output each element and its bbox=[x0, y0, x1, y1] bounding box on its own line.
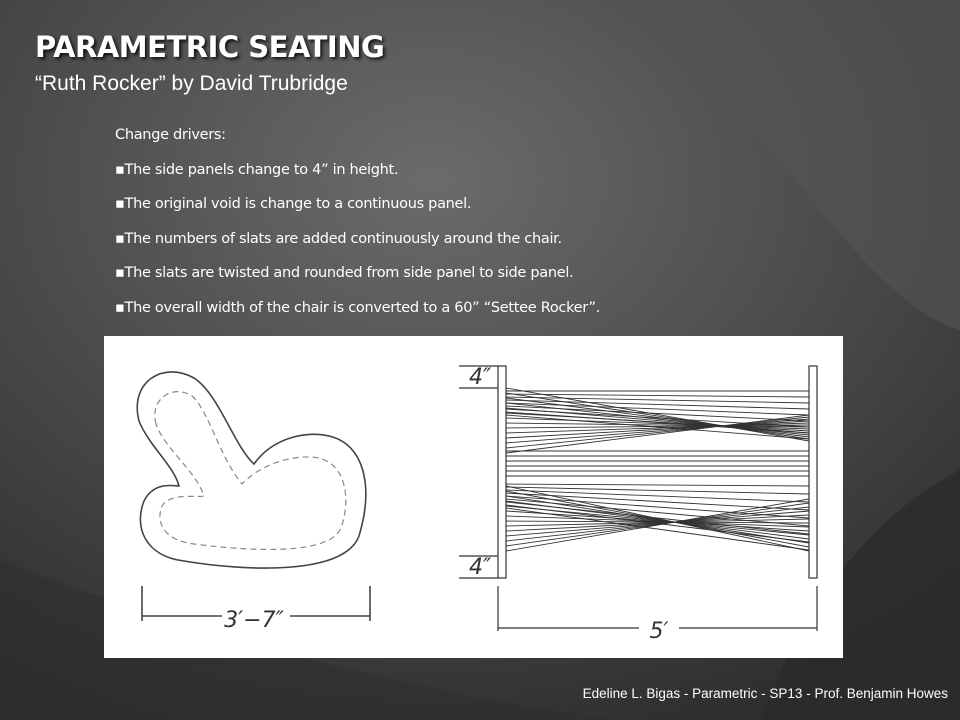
bullet-item: ▪The side panels change to 4” in height. bbox=[115, 161, 399, 178]
bullet-item: ▪The overall width of the chair is converted to a 60” “Settee Rocker”. bbox=[115, 299, 601, 316]
slat-line bbox=[506, 505, 809, 542]
bullet-item: ▪The slats are twisted and rounded from side panel to side panel. bbox=[115, 265, 574, 281]
drawing-svg bbox=[104, 336, 843, 658]
right-side-panel bbox=[809, 366, 817, 578]
slat-group bbox=[506, 388, 809, 551]
footer-credit: Edeline L. Bigas - Parametric - SP13 - Prof. Benjamin Howes bbox=[582, 686, 948, 701]
bullet-item: ▪The numbers of slats are added continuously around the chair. bbox=[115, 230, 562, 247]
left-side-panel bbox=[498, 366, 506, 578]
bullet-heading: Change drivers: bbox=[115, 127, 226, 143]
technical-drawing bbox=[104, 336, 843, 658]
slat-line bbox=[506, 484, 809, 486]
side-view bbox=[137, 372, 370, 621]
bullet-list bbox=[115, 125, 600, 332]
front-width-dimension: 5′ bbox=[649, 619, 669, 644]
side-width-dimension: 3′−7″ bbox=[224, 608, 284, 633]
panel-top-dimension: 4″ bbox=[469, 365, 492, 390]
front-view bbox=[459, 366, 817, 631]
bullet-item: ▪The original void is change to a continuous panel. bbox=[115, 196, 472, 212]
rocker-inner-dash bbox=[155, 392, 346, 550]
panel-bottom-dimension: 4″ bbox=[469, 555, 492, 580]
slide-subtitle: “Ruth Rocker” by David Trubridge bbox=[35, 72, 348, 95]
slide-title: PARAMETRIC SEATING bbox=[35, 30, 385, 64]
slat-line bbox=[506, 487, 809, 494]
slat-line bbox=[506, 409, 809, 427]
